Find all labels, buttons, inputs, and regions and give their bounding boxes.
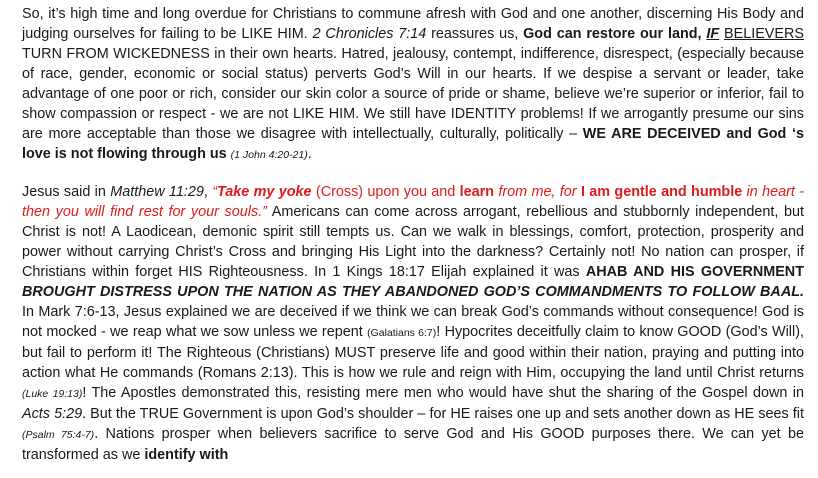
text-run: . [307, 146, 312, 162]
text-run: I am gentle and humble [580, 184, 743, 200]
text-run: identify with [144, 447, 229, 463]
text-run: TURN FROM WICKEDNESS in their own hearts. Hatred, jealousy, contempt, indifference, disrespect, (especially because of race, gender, economic or social status) perverts God’s Will in our hearts. If we despise a servant or leader, take advantage of one poor or rich, consider our skin color a source of pride or shame, believe we’re superior or inferior, fail to show compassion or respect - we are not LIKE HIM. We still have IDENTITY problems! If we arrogantly presume our sins are more acceptable than those we disagree with intellectually, culturally, politically – [22, 46, 804, 142]
text-run: Americans can come across arrogant, rebellious and stubbornly independent, but Christ is not! A Laodicean, demonic spirit still tempts us. Can we walk in blessings, comfort, protection, prosperity and power without carrying Christ’s Cross and bringing His Light into the darkness? Certainly not! No nation can prosper, if Christians within forget HIS Righteousness. In 1 Kings 18:17 Elijah explained it was [22, 204, 804, 280]
text-run: Jesus said in [22, 184, 111, 200]
text-run: . But the TRUE Government is upon God’s shoulder – for HE raises one up and sets another down as HE sees fit [82, 406, 804, 422]
text-run: In Mark 7:6-13, Jesus explained we are deceived if we think we can break God’s commands without consequence! God is not mocked - we reap what we sow unless we repent [22, 304, 804, 340]
text-run: So, it’s high time and long overdue for Christians to commune afresh with God and one another, discerning His Body and judging ourselves for failing to be LIKE HIM. [22, 6, 804, 42]
text-run: learn [459, 184, 495, 200]
text-run: (1 John 4:20-21) [230, 149, 308, 161]
text-run: ! Hypocrites deceitfully claim to know GOOD (God’s Will), but fail to perform it! The Righteous (Christians) MUST preserve life and good within their nation, praying and putting into action what He commands (Romans 2:13). This is how we rule and reign with Him, occupying the land until Christ returns [22, 324, 804, 381]
text-run: . Nations prosper when believers sacrifice to serve God and His GOOD purposes there. We can yet be transformed as we [22, 426, 804, 463]
text-run: IF [706, 26, 720, 42]
text-run: Matthew 11:29 [110, 184, 204, 200]
text-run: from me, for [494, 184, 581, 200]
text-run: in heart - then you will find rest for your souls.” [22, 184, 804, 220]
text-run: “ [212, 184, 218, 200]
text-run: BELIEVERS [724, 26, 804, 42]
text-run: AHAB AND HIS GOVERNMENT [585, 264, 804, 280]
paragraph-1 [22, 4, 804, 165]
text-run: God can restore our land, [523, 26, 707, 42]
text-run: WE ARE DECEIVED and God ‘s love is not flowing through us [22, 126, 804, 162]
text-run: (Cross) upon you and [311, 184, 460, 200]
text-run: ! The Apostles demonstrated this, resisting mere men who would have shut the sharing of the Gospel down in [82, 385, 804, 401]
text-run: (Galatians 6:7) [367, 327, 437, 339]
paragraph-2 [22, 182, 804, 465]
text-run: Acts 5:29 [22, 406, 83, 422]
text-run: 2 Chronicles 7:14 [312, 26, 427, 42]
text-run: (Luke 19:13) [22, 388, 83, 400]
text-run: (Psalm 75:4-7) [22, 429, 95, 441]
text-run: BROUGHT DISTRESS UPON THE NATION AS THEY ABANDONED GOD’S COMMANDMENTS TO FOLLOW BAAL. [22, 284, 804, 300]
text-run: Take my yoke [217, 184, 312, 200]
text-run: , [203, 184, 213, 200]
text-run: reassures us, [426, 26, 524, 42]
